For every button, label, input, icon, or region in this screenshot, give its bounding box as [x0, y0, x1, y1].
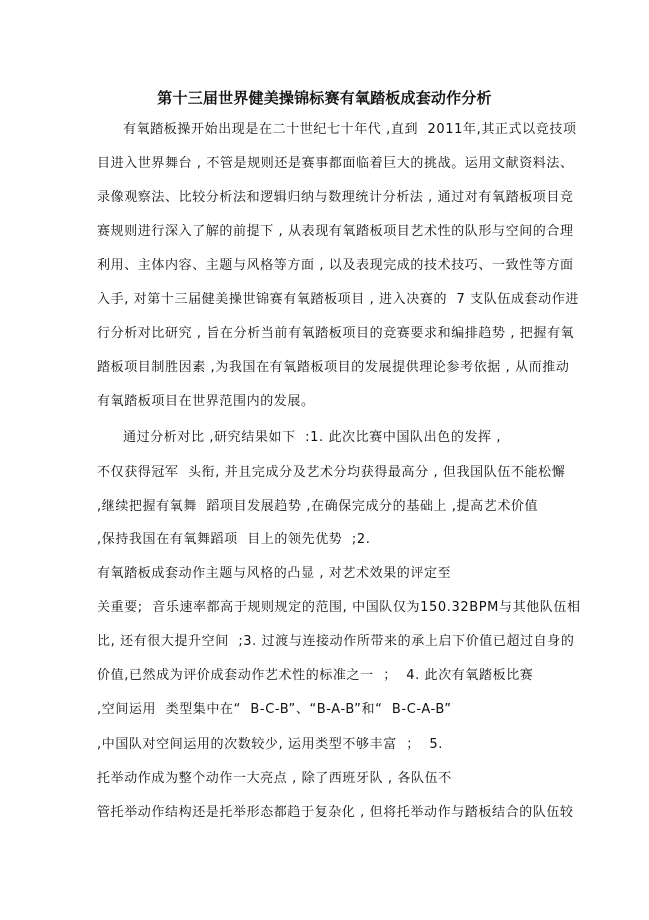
paragraph-line: 价值,已然成为评价成套动作艺术性的标准之一 ； 4. 此次有氧踏板比赛	[97, 668, 534, 683]
paragraph-line: 通过分析对比 ,研究结果如下 :1. 此次比赛中国队出色的发挥 ,	[123, 430, 502, 445]
paragraph-line: 目进入世界舞台 , 不管是规则还是赛事都面临着巨大的挑战。运用文献资料法、	[97, 156, 574, 171]
paragraph-line: ,继续把握有氧舞 蹈项目发展趋势 ,在确保完成分的基础上 ,提高艺术价值	[97, 499, 539, 514]
paragraph-line: 踏板项目制胜因素 ,为我国在有氧踏板项目的发展提供理论参考依据 , 从而推动	[97, 360, 570, 375]
paragraph-line: 管托举动作结构还是托举形态都趋于复杂化 , 但将托举动作与踏板结合的队伍较	[97, 805, 574, 820]
document-title: 第十三届世界健美操锦标赛有氧踏板成套动作分析	[157, 89, 492, 107]
paragraph-line: 行分析对比研究 , 旨在分析当前有氧踏板项目的竞赛要求和编排趋势 , 把握有氧	[97, 326, 575, 341]
paragraph-line: 托举动作成为整个动作一大亮点 , 除了西班牙队 , 各队伍不	[97, 771, 452, 786]
paragraph-line: 有氧踏板成套动作主题与风格的凸显 , 对艺术效果的评定至	[97, 566, 452, 581]
paragraph-line: 有氧踏板项目在世界范围内的发展。	[97, 394, 315, 409]
paragraph-line: 赛规则进行深入了解的前提下 , 从表现有氧踏板项目艺术性的队形与空间的合理	[97, 224, 574, 239]
paragraph-line: 不仅获得冠军 头衔, 并且完成分及艺术分均获得最高分 , 但我国队伍不能松懈	[97, 465, 566, 480]
paragraph-line: 有氧踏板操开始出现是在二十世纪七十年代 ,直到 2011年,其正式以竞技项	[123, 122, 577, 137]
paragraph-line: 录像观察法、比较分析法和逻辑归纳与数理统计分析法 , 通过对有氧踏板项目竞	[97, 190, 574, 205]
paragraph-line: 关重要; 音乐速率都高于规则规定的范围, 中国队仅为150.32BPM与其他队伍相	[97, 600, 581, 615]
paragraph-line: ,中国队对空间运用的次数较少, 运用类型不够丰富 ； 5.	[97, 737, 443, 752]
paragraph-line: 比, 还有很大提升空间 ;3. 过渡与连接动作所带来的承上启下价值已超过自身的	[97, 634, 575, 649]
paragraph-line: ,保持我国在有氧舞蹈项 目上的领先优势 ;2.	[97, 532, 371, 547]
paragraph-line: 利用、主体内容、主题与风格等方面 , 以及表现完成的技术技巧、一致性等方面	[97, 258, 574, 273]
paragraph-line: 入手, 对第十三届健美操世锦赛有氧踏板项目 , 进入决赛的 7 支队伍成套动作进	[97, 292, 579, 307]
paragraph-line: ,空间运用 类型集中在“ B-C-B”、“B-A-B”和“ B-C-A-B”	[97, 702, 452, 717]
